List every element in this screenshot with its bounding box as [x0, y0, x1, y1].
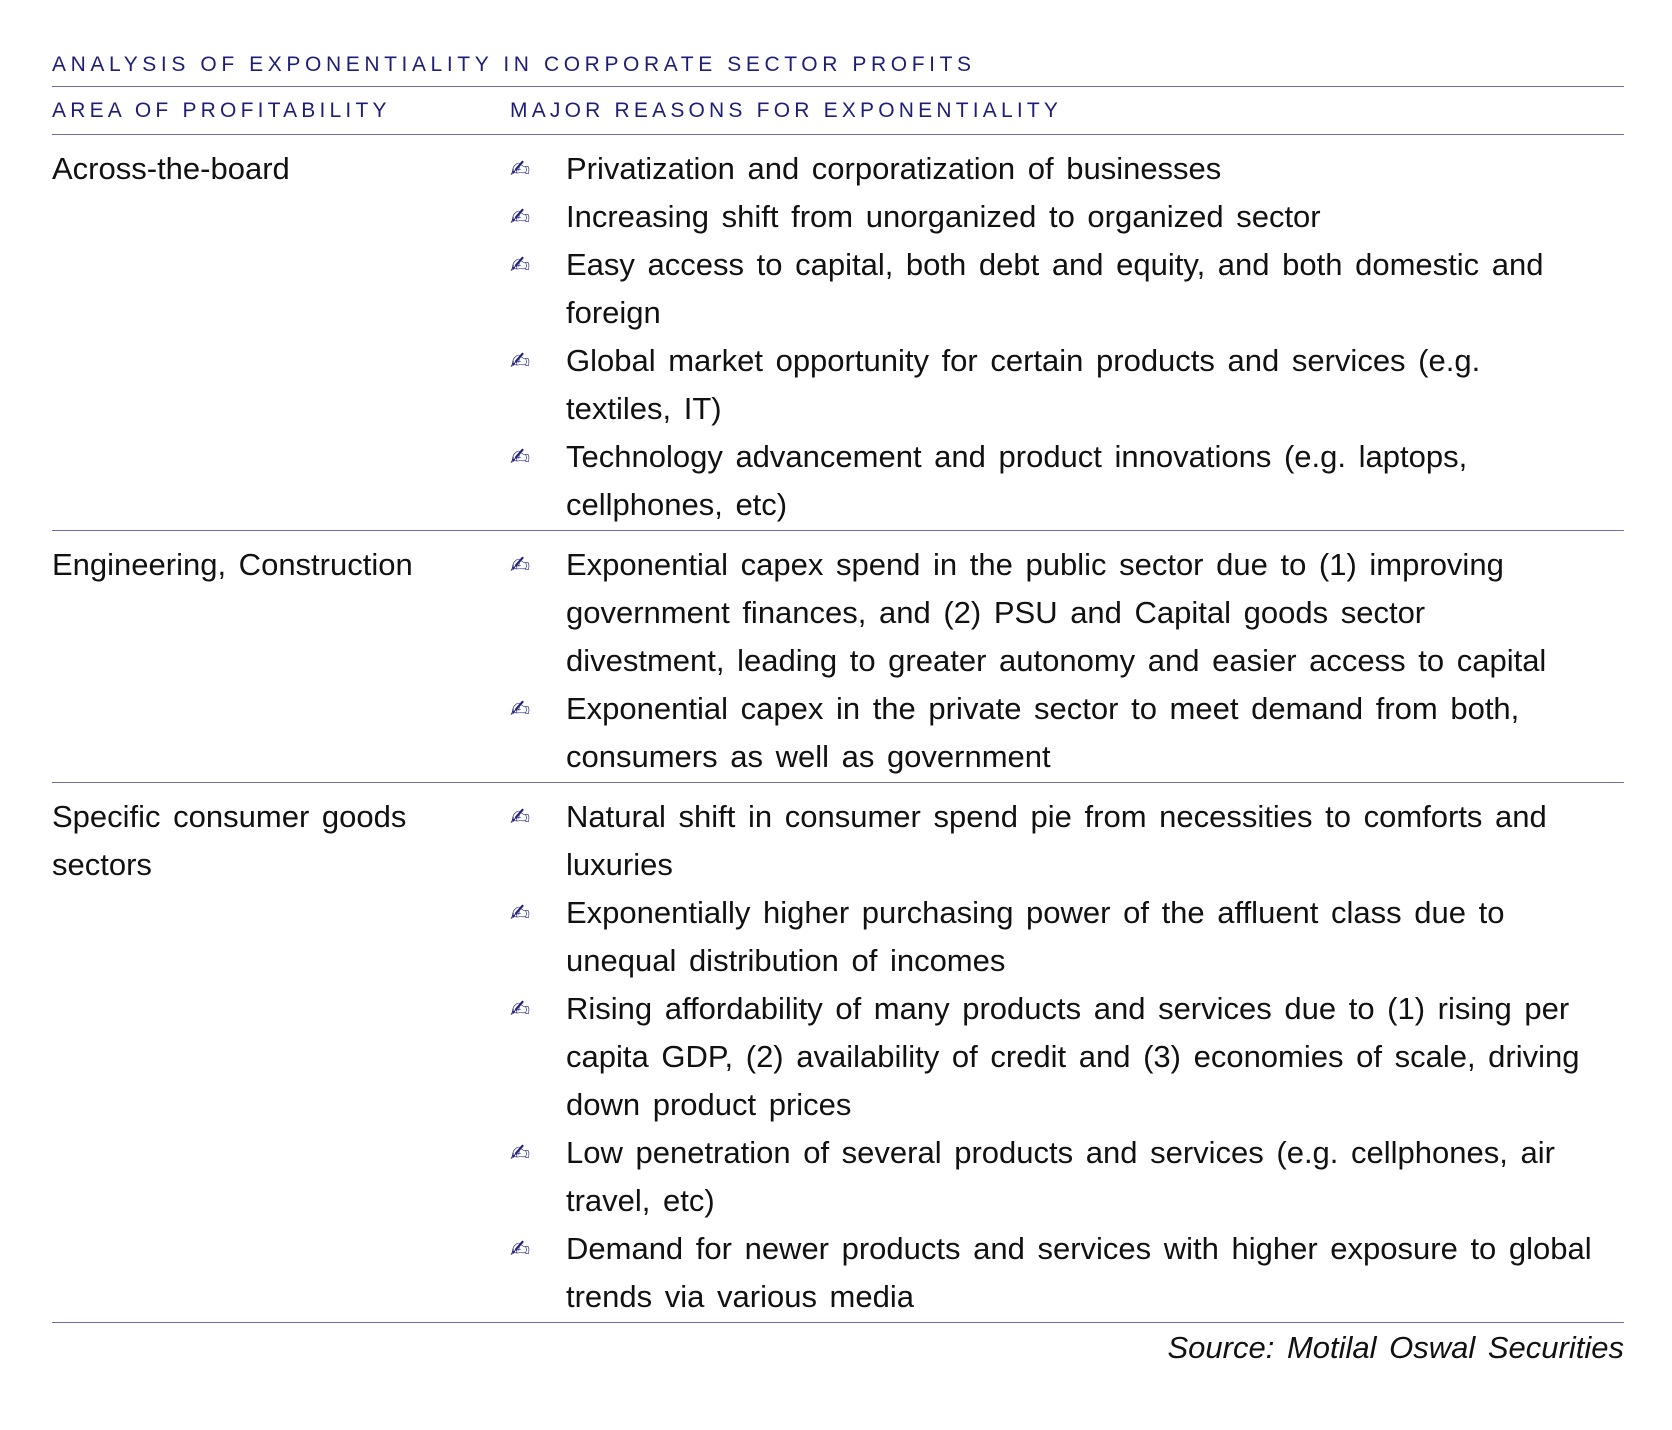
reason-list: [510, 145, 1624, 529]
exponentiality-table: [52, 44, 1624, 1371]
source-note: Source: Motilal Oswal Securities: [1167, 1330, 1624, 1365]
reason-text: Exponential capex in the private sector to meet demand from both, consumers as well as government: [566, 691, 1520, 774]
reason-text: Global market opportunity for certain products and services (e.g. textiles, IT): [566, 343, 1481, 426]
writing-hand-icon: ✍: [510, 347, 531, 375]
writing-hand-icon: ✍: [510, 155, 531, 183]
table-body: [52, 135, 1624, 1323]
reason-text: Increasing shift from unorganized to organized sector: [566, 199, 1321, 234]
writing-hand-icon: ✍: [510, 1139, 531, 1167]
reasons-cell: [510, 541, 1624, 781]
writing-hand-icon: ✍: [510, 443, 531, 471]
list-item: [510, 985, 1624, 1129]
list-item: [510, 541, 1624, 685]
writing-hand-icon: ✍: [510, 995, 531, 1023]
list-item: [510, 1225, 1624, 1321]
reason-text: Rising affordability of many products and services due to (1) rising per capita GDP, (2) availability of credit and (3) economies of scale, driving down product prices: [566, 991, 1580, 1122]
writing-hand-icon: ✍: [510, 203, 531, 231]
writing-hand-icon: ✍: [510, 251, 531, 279]
list-item: [510, 685, 1624, 781]
list-item: [510, 337, 1624, 433]
reason-text: Privatization and corporatization of businesses: [566, 151, 1222, 186]
table-row: [52, 531, 1624, 783]
table-title: ANALYSIS OF EXPONENTIALITY IN CORPORATE SECTOR PROFITS: [52, 44, 1624, 87]
list-item: [510, 889, 1624, 985]
header-major-reasons: MAJOR REASONS FOR EXPONENTIALITY: [510, 99, 1063, 122]
area-cell: Specific consumer goods sectors: [52, 799, 407, 882]
list-item: [510, 1129, 1624, 1225]
reason-text: Exponential capex spend in the public sector due to (1) improving government finances, and (2) PSU and Capital goods sector divestment, leading to greater autonomy and easier access to capital: [566, 547, 1547, 678]
reason-text: Natural shift in consumer spend pie from necessities to comforts and luxuries: [566, 799, 1547, 882]
writing-hand-icon: ✍: [510, 551, 531, 579]
table-row: [52, 135, 1624, 531]
reason-text: Technology advancement and product innovations (e.g. laptops, cellphones, etc): [566, 439, 1468, 522]
reason-text: Easy access to capital, both debt and equity, and both domestic and foreign: [566, 247, 1544, 330]
table-header-row: [52, 87, 1624, 135]
writing-hand-icon: ✍: [510, 803, 531, 831]
reason-list: [510, 541, 1624, 781]
list-item: [510, 241, 1624, 337]
list-item: [510, 193, 1624, 241]
writing-hand-icon: ✍: [510, 899, 531, 927]
list-item: [510, 793, 1624, 889]
area-cell: Across-the-board: [52, 151, 290, 186]
table-row: [52, 783, 1624, 1323]
list-item: [510, 433, 1624, 529]
writing-hand-icon: ✍: [510, 1235, 531, 1263]
header-area-of-profitability: AREA OF PROFITABILITY: [52, 99, 391, 122]
writing-hand-icon: ✍: [510, 695, 531, 723]
reason-text: Exponentially higher purchasing power of the affluent class due to unequal distribution of incomes: [566, 895, 1505, 978]
list-item: [510, 145, 1624, 193]
reason-text: Low penetration of several products and services (e.g. cellphones, air travel, etc): [566, 1135, 1555, 1218]
reasons-cell: [510, 145, 1624, 529]
reason-text: Demand for newer products and services with higher exposure to global trends via various media: [566, 1231, 1592, 1314]
area-cell: Engineering, Construction: [52, 547, 413, 582]
reasons-cell: [510, 793, 1624, 1321]
reason-list: [510, 793, 1624, 1321]
